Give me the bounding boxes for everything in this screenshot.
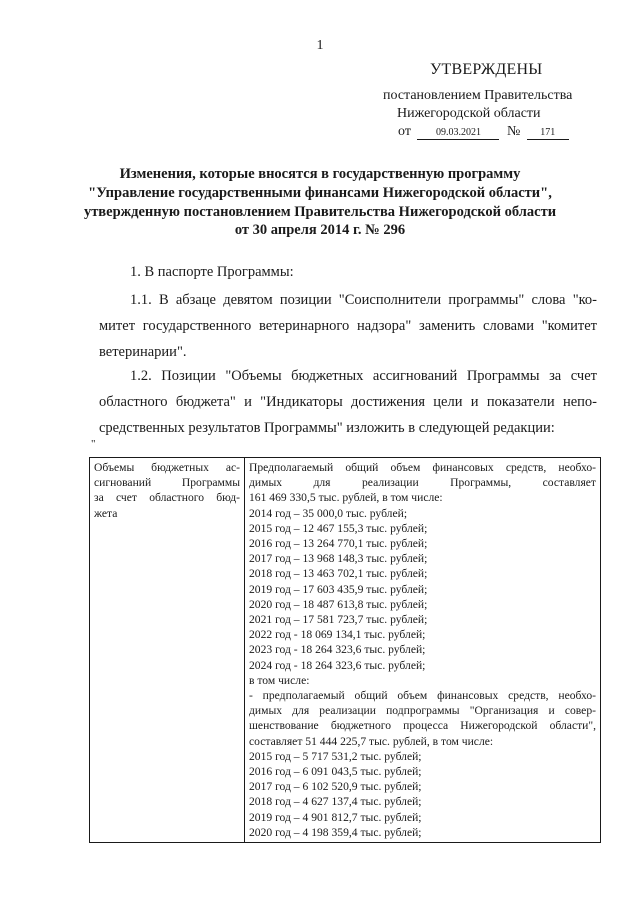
page-number: 1 [316,38,324,53]
approval-date-line [398,124,569,140]
right-cell-line: 2020 год – 4 198 359,4 тыс. рублей; [249,825,422,839]
approval-date: 09.03.2021 [417,127,499,140]
right-cell-line: димых для реализации подпрограммы "Организация и совер- [249,704,596,718]
title-line-1: Изменения, которые вносятся в государственную программу [119,166,521,182]
right-cell-line: 2017 год – 6 102 520,9 тыс. рублей; [249,780,422,794]
left-cell-line: за счет областного бюд- [94,491,240,505]
right-cell-line: 2018 год – 4 627 137,4 тыс. рублей; [249,795,422,809]
table-left-cell [90,458,245,843]
right-cell-line: 2018 год – 13 463 702,1 тыс. рублей; [249,567,428,581]
right-cell-line: 2023 год - 18 264 323,6 тыс. рублей; [249,643,426,657]
item-1-2-line-3: средственных результатов Программы" изложить в следующей редакции: [99,420,555,436]
item-1-1-line-3: ветеринарии". [99,344,187,360]
title-line-3: утвержденную постановлением Правительства Нижегородской области [83,204,557,220]
right-cell-line: 2016 год – 13 264 770,1 тыс. рублей; [249,537,428,551]
right-cell-line: 2024 год - 18 264 323,6 тыс. рублей; [249,658,426,672]
left-cell-line: жета [94,506,118,520]
right-cell-line: - предполагаемый общий объем финансовых средств, необхо- [249,689,596,703]
right-cell-line: Предполагаемый общий объем финансовых средств, необхо- [249,461,596,474]
right-cell-line: 2020 год – 18 487 613,8 тыс. рублей; [249,597,428,611]
approval-title: УТВЕРЖДЕНЫ [430,61,543,78]
right-cell-line: 2016 год – 6 091 043,5 тыс. рублей; [249,765,422,779]
right-cell-line: 2019 год – 17 603 435,9 тыс. рублей; [249,582,428,596]
right-cell-line: 2017 год – 13 968 148,3 тыс. рублей; [249,552,428,566]
item-1-1-line-1: 1.1. В абзаце девятом позиции "Соисполнители программы" слова "ко- [130,292,597,308]
left-cell-line: Объемы бюджетных ас- [94,461,240,474]
right-cell-line: 161 469 330,5 тыс. рублей, в том числе: [249,491,443,505]
from-label: от [398,124,411,139]
table-row [90,458,601,843]
number-label: № [506,124,521,139]
right-cell-line: составляет 51 444 225,7 тыс. рублей, в том числе: [249,734,494,748]
approval-number: 171 [527,127,569,140]
right-cell-line: в том числе: [249,673,310,687]
right-cell-line: 2014 год – 35 000,0 тыс. рублей; [249,506,408,520]
title-line-4: от 30 апреля 2014 г. № 296 [234,222,406,238]
approval-line-1: постановлением Правительства [383,88,573,103]
right-cell-line: шенствование бюджетного процесса Нижегородской области", [249,719,596,733]
approval-line-2: Нижегородской области [397,106,541,121]
program-table [89,457,601,843]
right-cell-line: 2015 год – 5 717 531,2 тыс. рублей; [249,749,422,763]
right-cell-line: 2015 год – 12 467 155,3 тыс. рублей; [249,521,428,535]
right-cell-line: 2019 год – 4 901 812,7 тыс. рублей; [249,810,422,824]
title-line-2: "Управление государственными финансами Нижегородской области", [88,185,552,201]
left-cell-line: сигнований Программы [94,476,240,490]
item-1-2-line-2: областного бюджета" и "Индикаторы достижения цели и показатели непо- [99,394,597,410]
right-cell-line: димых для реализации Программы, составляет [249,476,596,490]
right-cell-line: 2022 год - 18 069 134,1 тыс. рублей; [249,628,426,642]
item-1-2-line-1: 1.2. Позиции "Объемы бюджетных ассигнований Программы за счет [130,368,597,384]
right-cell-line: 2021 год – 17 581 723,7 тыс. рублей; [249,613,428,627]
opening-quote: " [91,438,96,450]
table-right-cell [245,458,601,843]
item-1-heading: 1. В паспорте Программы: [130,264,294,280]
item-1-1-line-2: митет государственного ветеринарного надзора" заменить словами "комитет [99,318,597,334]
